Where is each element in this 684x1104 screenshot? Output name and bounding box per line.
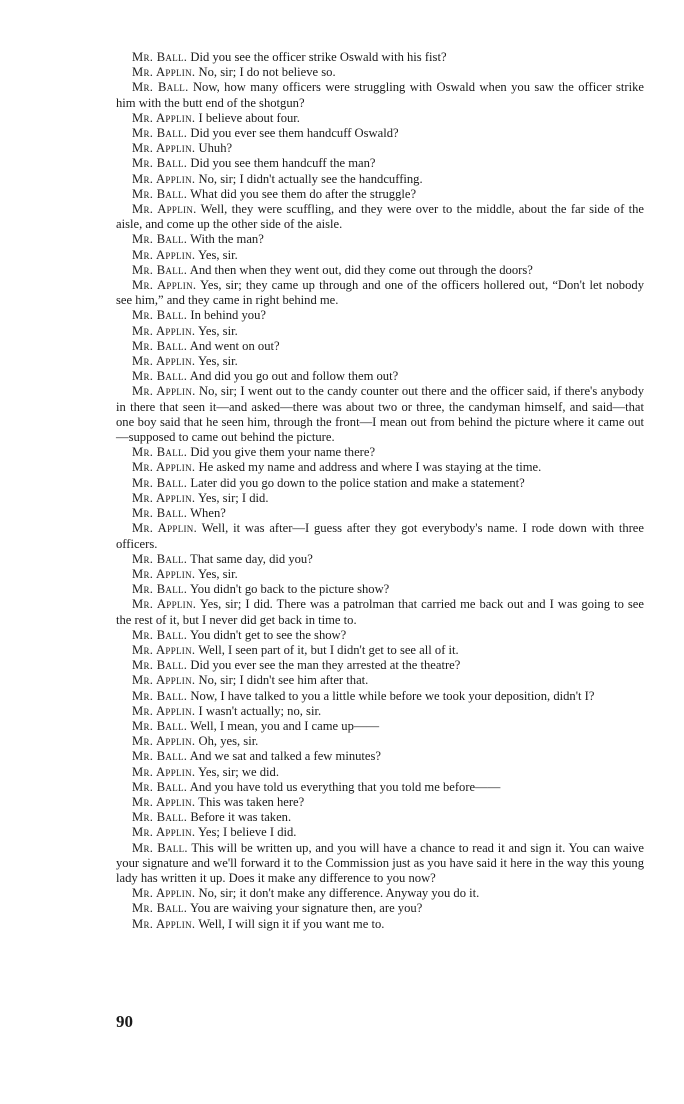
testimony-paragraph [116,704,644,719]
speaker-name: Mr. Ball. [132,627,188,642]
testimony-paragraph [116,658,644,673]
speaker-name: Mr. Applin. [132,384,196,399]
speaker-name: Mr. Ball. [132,688,188,703]
statement-text: You didn't get to see the show? [189,627,347,642]
statement-text: Now, I have talked to you a little while before we took your deposition, didn't I? [190,688,595,703]
testimony-paragraph [116,734,644,749]
testimony-paragraph [116,308,644,323]
speaker-name: Mr. Applin. [132,886,196,901]
speaker-name: Mr. Ball. [132,156,188,171]
speaker-name: Mr. Applin. [132,247,196,262]
speaker-name: Mr. Applin. [132,825,196,840]
statement-text: That same day, did you? [190,551,313,566]
speaker-name: Mr. Applin. [132,171,196,186]
statement-text: Oh, yes, sir. [198,734,259,749]
speaker-name: Mr. Ball. [132,551,188,566]
testimony-paragraph [116,156,644,171]
speaker-name: Mr. Applin. [132,354,196,369]
testimony-paragraph [116,80,644,110]
testimony-paragraph [116,278,644,308]
statement-text: Before it was taken. [190,810,292,825]
speaker-name: Mr. Ball. [132,475,188,490]
speaker-name: Mr. Ball. [132,50,188,64]
testimony-paragraph [116,780,644,795]
statement-text: Did you see them handcuff the man? [190,156,376,171]
statement-text: And we sat and talked a few minutes? [189,749,382,764]
statement-text: Yes, sir; they came up through and one of the officers hollered out, “Don't let nobody see him,” and they came in right behind me. [116,278,644,308]
speaker-name: Mr. Ball. [132,658,188,673]
speaker-name: Mr. Ball. [132,232,188,247]
statement-text: No, sir; I didn't actually see the handcuffing. [198,171,423,186]
testimony-paragraph [116,65,644,80]
speaker-name: Mr. Ball. [132,445,188,460]
speaker-name: Mr. Applin. [132,734,196,749]
statement-text: Well, it was after—I guess after they got everybody's name. I rode down with three officers. [116,521,644,551]
testimony-paragraph [116,795,644,810]
statement-text: What did you see them do after the struggle? [190,186,417,201]
statement-text: Did you ever see them handcuff Oswald? [190,126,399,141]
statement-text: Well, they were scuffling, and they were over to the middle, about the far side of the aisle, and come up the other side of the aisle. [116,202,644,232]
testimony-paragraph [116,552,644,567]
testimony-paragraph [116,172,644,187]
statement-text: Later did you go down to the police station and make a statement? [190,475,525,490]
speaker-name: Mr. Applin. [132,642,196,657]
speaker-name: Mr. Applin. [132,673,196,688]
speaker-name: Mr. Applin. [132,916,196,931]
speaker-name: Mr. Ball. [132,308,188,323]
testimony-paragraph [116,50,644,65]
statement-text: Now, how many officers were struggling with Oswald when you saw the officer strike him with the butt end of the shotgun? [116,80,644,110]
statement-text: I believe about four. [198,110,300,125]
speaker-name: Mr. Ball. [132,582,188,597]
testimony-paragraph [116,202,644,232]
speaker-name: Mr. Applin. [132,110,196,125]
statement-text: No, sir; I went out to the candy counter out there and the officer said, if there's anybody in there that seen it—and asked—there was about two or three, the candyman himself, and said—that one boy said that he seen him, through the front—I mean out from behind the picture where it came out—supposed to came out behind the picture. [116,384,644,445]
statement-text: No, sir; I didn't see him after that. [198,673,369,688]
speaker-name: Mr. Applin. [132,323,196,338]
statement-text: Yes, sir. [198,323,238,338]
statement-text: When? [190,506,226,521]
statement-text: And then when they went out, did they come out through the doors? [189,262,533,277]
statement-text: This was taken here? [198,794,305,809]
testimony-paragraph [116,324,644,339]
speaker-name: Mr. Applin. [132,521,198,536]
speaker-name: Mr. Applin. [132,794,196,809]
statement-text: Yes, sir; I did. There was a patrolman that carried me back out and I was going to see the rest of it, but I never did get back in time to. [116,597,644,627]
statement-text: In behind you? [190,308,266,323]
testimony-paragraph [116,126,644,141]
statement-text: And you have told us everything that you told me before—— [189,779,501,794]
speaker-name: Mr. Applin. [132,202,197,217]
testimony-paragraph [116,643,644,658]
statement-text: With the man? [190,232,264,247]
testimony-paragraph [116,673,644,688]
testimony-text [116,50,644,932]
testimony-paragraph [116,232,644,247]
testimony-paragraph [116,187,644,202]
testimony-paragraph [116,339,644,354]
statement-text: You are waiving your signature then, are you? [189,901,423,916]
testimony-paragraph [116,460,644,475]
speaker-name: Mr. Ball. [132,506,188,521]
statement-text: Yes; I believe I did. [198,825,297,840]
testimony-paragraph [116,111,644,126]
speaker-name: Mr. Applin. [132,597,197,612]
speaker-name: Mr. Ball. [132,80,189,95]
statement-text: Well, I will sign it if you want me to. [198,916,385,931]
testimony-paragraph [116,263,644,278]
testimony-paragraph [116,825,644,840]
statement-text: And went on out? [189,338,280,353]
statement-text: No, sir; it don't make any difference. Anyway you do it. [198,886,480,901]
testimony-paragraph [116,810,644,825]
statement-text: Well, I mean, you and I came up—— [190,718,380,733]
testimony-paragraph [116,248,644,263]
speaker-name: Mr. Applin. [132,278,197,293]
speaker-name: Mr. Applin. [132,764,196,779]
testimony-paragraph [116,567,644,582]
testimony-paragraph [116,384,644,445]
speaker-name: Mr. Ball. [132,186,188,201]
speaker-name: Mr. Applin. [132,703,196,718]
testimony-paragraph [116,901,644,916]
statement-text: I wasn't actually; no, sir. [198,703,322,718]
testimony-paragraph [116,765,644,780]
testimony-paragraph [116,719,644,734]
statement-text: Yes, sir; I did. [198,490,269,505]
speaker-name: Mr. Ball. [132,338,188,353]
statement-text: Yes, sir. [198,354,238,369]
speaker-name: Mr. Ball. [132,779,188,794]
testimony-paragraph [116,628,644,643]
testimony-paragraph [116,491,644,506]
testimony-paragraph [116,476,644,491]
testimony-paragraph [116,354,644,369]
testimony-paragraph [116,917,644,932]
statement-text: He asked my name and address and where I was staying at the time. [198,460,542,475]
testimony-paragraph [116,886,644,901]
statement-text: Did you give them your name there? [190,445,376,460]
speaker-name: Mr. Applin. [132,460,196,475]
testimony-paragraph [116,506,644,521]
speaker-name: Mr. Ball. [132,126,188,141]
statement-text: You didn't go back to the picture show? [189,582,390,597]
speaker-name: Mr. Ball. [132,840,188,855]
speaker-name: Mr. Ball. [132,718,188,733]
speaker-name: Mr. Ball. [132,369,188,384]
statement-text: And did you go out and follow them out? [189,369,399,384]
statement-text: Did you ever see the man they arrested at the theatre? [190,658,461,673]
testimony-paragraph [116,749,644,764]
speaker-name: Mr. Applin. [132,65,196,80]
testimony-paragraph [116,597,644,627]
speaker-name: Mr. Ball. [132,810,188,825]
statement-text: Well, I seen part of it, but I didn't get to see all of it. [198,642,459,657]
testimony-paragraph [116,141,644,156]
statement-text: Did you see the officer strike Oswald with his fist? [190,50,447,64]
statement-text: This will be written up, and you will have a chance to read it and sign it. You can waive your signature and we'll forward it to the Commission just as you have said it here in the way this young lady has written it up. Does it make any difference to you now? [116,840,644,885]
testimony-paragraph [116,841,644,887]
statement-text: Yes, sir. [198,566,238,581]
statement-text: Uhuh? [198,141,233,156]
testimony-paragraph [116,369,644,384]
testimony-paragraph [116,445,644,460]
speaker-name: Mr. Ball. [132,749,188,764]
speaker-name: Mr. Applin. [132,566,196,581]
speaker-name: Mr. Ball. [132,901,188,916]
testimony-paragraph [116,521,644,551]
speaker-name: Mr. Applin. [132,141,196,156]
speaker-name: Mr. Applin. [132,490,196,505]
statement-text: Yes, sir. [198,247,238,262]
testimony-paragraph [116,582,644,597]
testimony-paragraph [116,689,644,704]
statement-text: No, sir; I do not believe so. [198,65,336,80]
statement-text: Yes, sir; we did. [198,764,279,779]
speaker-name: Mr. Ball. [132,262,188,277]
page-number: 90 [116,1012,133,1031]
